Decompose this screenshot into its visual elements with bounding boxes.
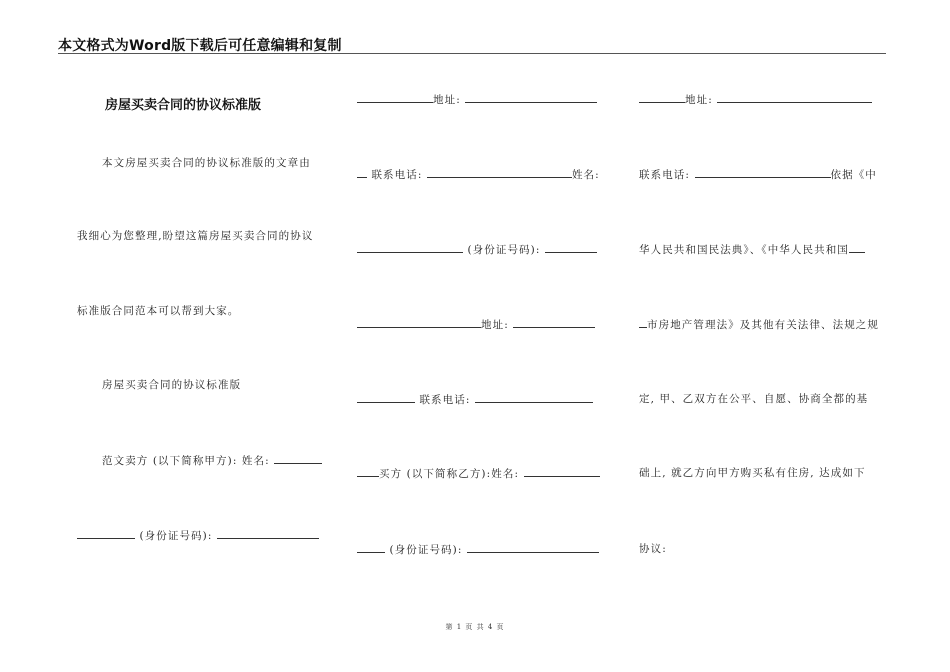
- seller-name-line: [102, 453, 322, 468]
- blank: [357, 242, 463, 253]
- intro-line-1: 本文房屋买卖合同的协议标准版的文章由: [102, 157, 311, 169]
- blank: [849, 242, 865, 253]
- buyer-name-blank: [524, 466, 600, 477]
- document-title: 房屋买卖合同的协议标准版: [105, 98, 262, 113]
- body-text: 华人民共和国民法典》、《中华人民共和国: [639, 244, 849, 256]
- agent-phone-line: [357, 392, 593, 407]
- phone-blank: [695, 167, 831, 178]
- blank: [639, 92, 685, 103]
- address-blank: [717, 92, 872, 103]
- phone-label: 联系电话:: [371, 169, 423, 181]
- text-line-1-suffix: 依据《中: [830, 169, 877, 181]
- body-text: 市房地产管理法》及其他有关法律、法规之规: [647, 319, 879, 331]
- id-label: (身份证号码):: [389, 544, 463, 556]
- seller-id-label: (身份证号码):: [139, 530, 213, 542]
- phone-label: 联系电话:: [419, 394, 471, 406]
- seller-phone-line: [357, 167, 600, 182]
- phone-label: 联系电话:: [639, 169, 691, 181]
- intro-line-3: 标准版合同范本可以帮到大家。: [77, 305, 240, 317]
- intro-line-2: 我细心为您整理,盼望这篇房屋买卖合同的协议: [77, 230, 314, 242]
- body-text-line-6: 协议:: [639, 543, 667, 555]
- blank: [639, 317, 647, 328]
- id-blank: [467, 542, 599, 553]
- seller-name-label: 姓名:: [241, 455, 270, 467]
- address-label: 地址:: [433, 94, 461, 106]
- blank: [357, 317, 481, 328]
- blank: [357, 392, 415, 403]
- agent-id-line: [357, 242, 597, 257]
- id-blank: [545, 242, 597, 253]
- page-number: 第 1 页 共 4 页: [445, 623, 505, 631]
- address-blank: [465, 92, 597, 103]
- buyer-phone-line: [639, 167, 877, 182]
- address-label: 地址:: [481, 319, 509, 331]
- buyer-name-line: [357, 466, 600, 481]
- blank: [357, 466, 379, 477]
- seller-name-blank: [274, 453, 322, 464]
- seller-label: 范文卖方 (以下简称甲方):: [102, 455, 238, 467]
- blank: [357, 167, 367, 178]
- id-label: (身份证号码):: [467, 244, 541, 256]
- body-text-line-4: 定, 甲、乙双方在公平、自愿、协商全都的基: [639, 393, 869, 405]
- buyer-address-line: [639, 92, 872, 107]
- section-heading: 房屋买卖合同的协议标准版: [102, 379, 242, 391]
- seller-blank: [77, 528, 135, 539]
- address-label: 地址:: [685, 94, 713, 106]
- document-header-title: 本文格式为Word版下载后可任意编辑和复制: [58, 38, 342, 54]
- blank: [357, 542, 385, 553]
- phone-blank: [427, 167, 572, 178]
- header-divider: [58, 53, 886, 54]
- seller-id-blank: [217, 528, 319, 539]
- agent-address-line: [357, 317, 595, 332]
- blank: [357, 92, 433, 103]
- name-label: 姓名:: [571, 169, 600, 181]
- body-text-line-5: 础上, 就乙方向甲方购买私有住房, 达成如下: [639, 467, 866, 479]
- buyer-label: 买方 (以下简称乙方):姓名:: [379, 468, 520, 480]
- body-text-line-2: [639, 242, 865, 257]
- address-blank: [513, 317, 595, 328]
- body-text-line-3: [639, 317, 879, 332]
- phone-blank: [475, 392, 593, 403]
- seller-address-line: [357, 92, 597, 107]
- seller-id-line: [77, 528, 319, 543]
- buyer-id-line: [357, 542, 599, 557]
